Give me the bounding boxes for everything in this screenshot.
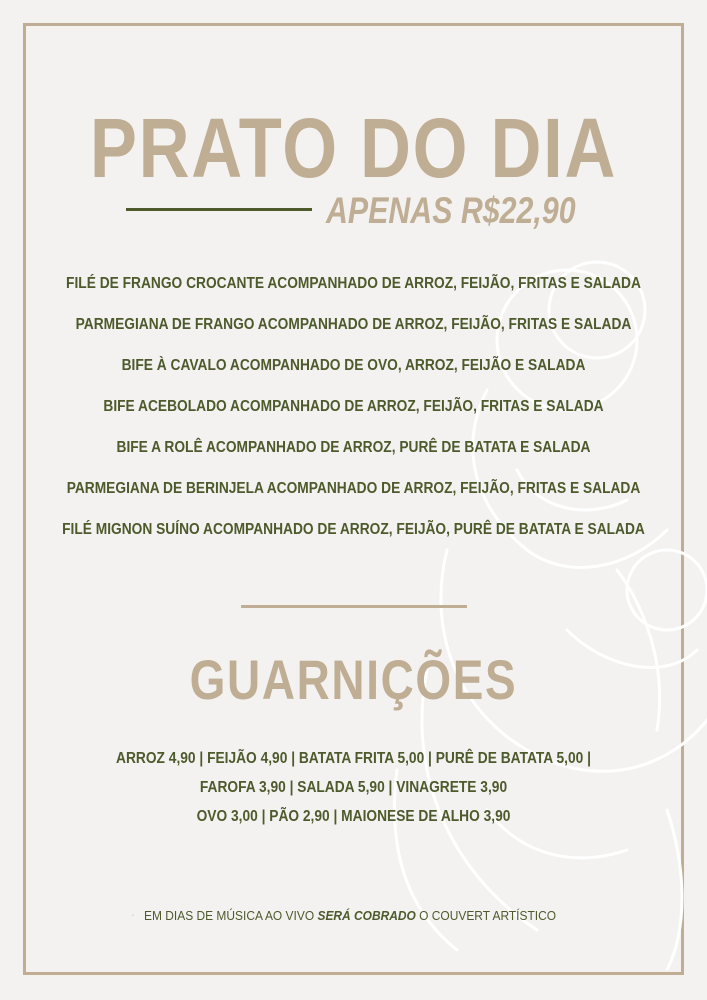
note-text-after: O COUVERT ARTÍSTICO xyxy=(415,907,557,923)
music-notes-icon xyxy=(132,900,134,930)
page-title: PRATO DO DIA xyxy=(89,101,618,195)
sides-title: GUARNIÇÕES xyxy=(189,648,518,711)
sides-line: ARROZ 4,90 | FEIJÃO 4,90 | BATATA FRITA 5,00 | PURÊ DE BATATA 5,00 | xyxy=(116,750,591,767)
price-underline xyxy=(126,208,312,211)
section-divider xyxy=(241,605,467,608)
price-label: APENAS R$22,90 xyxy=(326,190,576,231)
dish-list xyxy=(0,275,707,562)
dish-item: PARMEGIANA DE FRANGO ACOMPANHADO DE ARROZ, FEIJÃO, FRITAS E SALADA xyxy=(75,316,632,333)
sides-list xyxy=(0,750,707,837)
dish-item: FILÉ MIGNON SUÍNO ACOMPANHADO DE ARROZ, FEIJÃO, PURÊ DE BATATA E SALADA xyxy=(62,521,645,538)
note-emphasis: SERÁ COBRADO xyxy=(317,907,416,923)
dish-item: BIFE A ROLÊ ACOMPANHADO DE ARROZ, PURÊ DE BATATA E SALADA xyxy=(116,439,591,456)
dish-item: BIFE À CAVALO ACOMPANHADO DE OVO, ARROZ, FEIJÃO E SALADA xyxy=(121,357,586,374)
note-text xyxy=(144,908,556,923)
sides-line: FAROFA 3,90 | SALADA 5,90 | VINAGRETE 3,90 xyxy=(199,779,508,796)
dish-item: PARMEGIANA DE BERINJELA ACOMPANHADO DE ARROZ, FEIJÃO, FRITAS E SALADA xyxy=(66,480,641,497)
couvert-note xyxy=(132,900,592,930)
note-text-before: EM DIAS DE MÚSICA AO VIVO xyxy=(144,907,318,923)
price-row xyxy=(0,188,707,238)
dish-item: FILÉ DE FRANGO CROCANTE ACOMPANHADO DE ARROZ, FEIJÃO, FRITAS E SALADA xyxy=(66,275,641,292)
sides-line: OVO 3,00 | PÃO 2,90 | MAIONESE DE ALHO 3,90 xyxy=(196,808,511,825)
dish-item: BIFE ACEBOLADO ACOMPANHADO DE ARROZ, FEIJÃO, FRITAS E SALADA xyxy=(103,398,604,415)
